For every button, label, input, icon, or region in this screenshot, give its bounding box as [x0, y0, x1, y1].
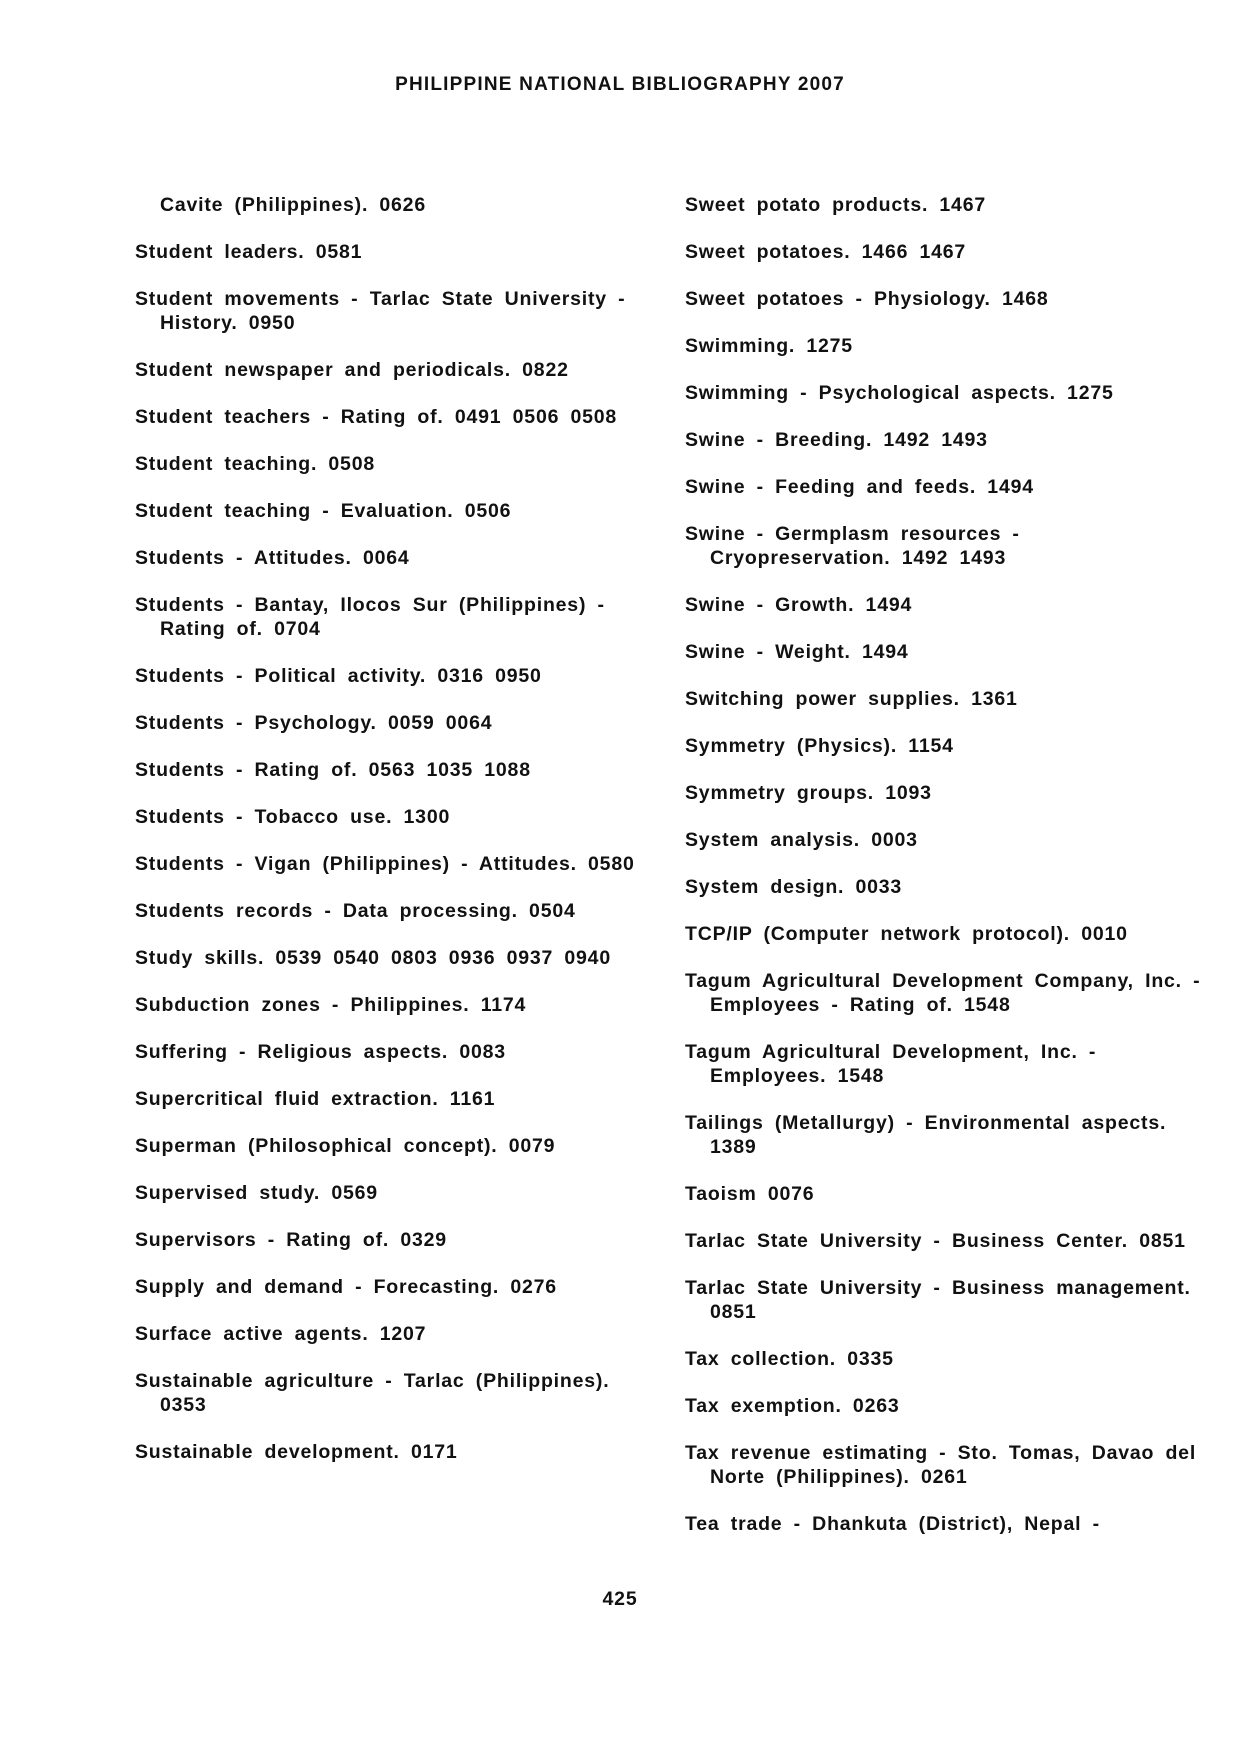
index-entry: Swine - Feeding and feeds. 1494 — [685, 476, 1034, 498]
index-entry: Study skills. 0539 0540 0803 0936 0937 0940 — [135, 947, 611, 969]
index-entry: Students - Bantay, Ilocos Sur (Philippines) - Rating of. 0704 — [135, 594, 605, 640]
index-entry: Sweet potatoes - Physiology. 1468 — [685, 288, 1049, 310]
index-entry: Swimming. 1275 — [685, 335, 853, 357]
index-entry: Swine - Weight. 1494 — [685, 641, 909, 663]
index-entry: Tailings (Metallurgy) - Environmental aspects. 1389 — [685, 1112, 1167, 1158]
index-entry: Students - Political activity. 0316 0950 — [135, 665, 542, 687]
right-column — [685, 193, 1205, 1559]
index-entry: Students records - Data processing. 0504 — [135, 900, 576, 922]
index-entry: Sustainable agriculture - Tarlac (Philippines). 0353 — [135, 1370, 610, 1416]
index-entry: Sustainable development. 0171 — [135, 1441, 458, 1463]
index-entry: Tagum Agricultural Development, Inc. - Employees. 1548 — [685, 1041, 1097, 1087]
index-entry: Symmetry (Physics). 1154 — [685, 735, 954, 757]
index-entry: Sweet potato products. 1467 — [685, 194, 986, 216]
index-entry: Tax collection. 0335 — [685, 1348, 894, 1370]
index-entry: Taoism 0076 — [685, 1183, 815, 1205]
index-entry: TCP/IP (Computer network protocol). 0010 — [685, 923, 1128, 945]
index-entry: Students - Psychology. 0059 0064 — [135, 712, 493, 734]
index-entry: Tax exemption. 0263 — [685, 1395, 900, 1417]
index-entry: Tax revenue estimating - Sto. Tomas, Davao del Norte (Philippines). 0261 — [685, 1442, 1197, 1488]
page-number: 425 — [602, 1588, 638, 1610]
index-entry: System design. 0033 — [685, 876, 903, 898]
index-entry: Suffering - Religious aspects. 0083 — [135, 1041, 506, 1063]
index-entry: Superman (Philosophical concept). 0079 — [135, 1135, 556, 1157]
index-entry: Swine - Germplasm resources - Cryopreservation. 1492 1493 — [685, 523, 1020, 569]
index-entry: Tea trade - Dhankuta (District), Nepal - — [685, 1513, 1100, 1535]
index-entry: Swine - Breeding. 1492 1493 — [685, 429, 988, 451]
index-entry: Student teachers - Rating of. 0491 0506 0508 — [135, 406, 618, 428]
index-entry: Subduction zones - Philippines. 1174 — [135, 994, 527, 1016]
index-entry: Supervisors - Rating of. 0329 — [135, 1229, 447, 1251]
index-entry: Students - Tobacco use. 1300 — [135, 806, 451, 828]
index-entry: Students - Vigan (Philippines) - Attitudes. 0580 — [135, 853, 635, 875]
index-entry: Student movements - Tarlac State University - History. 0950 — [135, 288, 626, 334]
index-entry: Student teaching - Evaluation. 0506 — [135, 500, 512, 522]
index-entry: Students - Attitudes. 0064 — [135, 547, 410, 569]
index-entry: Sweet potatoes. 1466 1467 — [685, 241, 967, 263]
page-header: PHILIPPINE NATIONAL BIBLIOGRAPHY 2007 — [395, 74, 845, 95]
index-entry: Supercritical fluid extraction. 1161 — [135, 1088, 496, 1110]
index-entry: Students - Rating of. 0563 1035 1088 — [135, 759, 531, 781]
index-entry: Tarlac State University - Business management. 0851 — [685, 1277, 1191, 1323]
index-entry: Surface active agents. 1207 — [135, 1323, 427, 1345]
index-entry: Switching power supplies. 1361 — [685, 688, 1018, 710]
index-entry: Swimming - Psychological aspects. 1275 — [685, 382, 1114, 404]
index-entry-continuation: Cavite (Philippines). 0626 — [160, 194, 426, 216]
index-entry: Symmetry groups. 1093 — [685, 782, 932, 804]
index-entry: Tarlac State University - Business Center. 0851 — [685, 1230, 1186, 1252]
index-entry: Supply and demand - Forecasting. 0276 — [135, 1276, 557, 1298]
left-column — [135, 193, 655, 1487]
index-entry: Student teaching. 0508 — [135, 453, 375, 475]
index-entry: Student leaders. 0581 — [135, 241, 363, 263]
index-entry: Swine - Growth. 1494 — [685, 594, 913, 616]
index-entry: Student newspaper and periodicals. 0822 — [135, 359, 569, 381]
index-entry: System analysis. 0003 — [685, 829, 918, 851]
index-entry: Supervised study. 0569 — [135, 1182, 378, 1204]
index-entry: Tagum Agricultural Development Company, Inc. - Employees - Rating of. 1548 — [685, 970, 1201, 1016]
